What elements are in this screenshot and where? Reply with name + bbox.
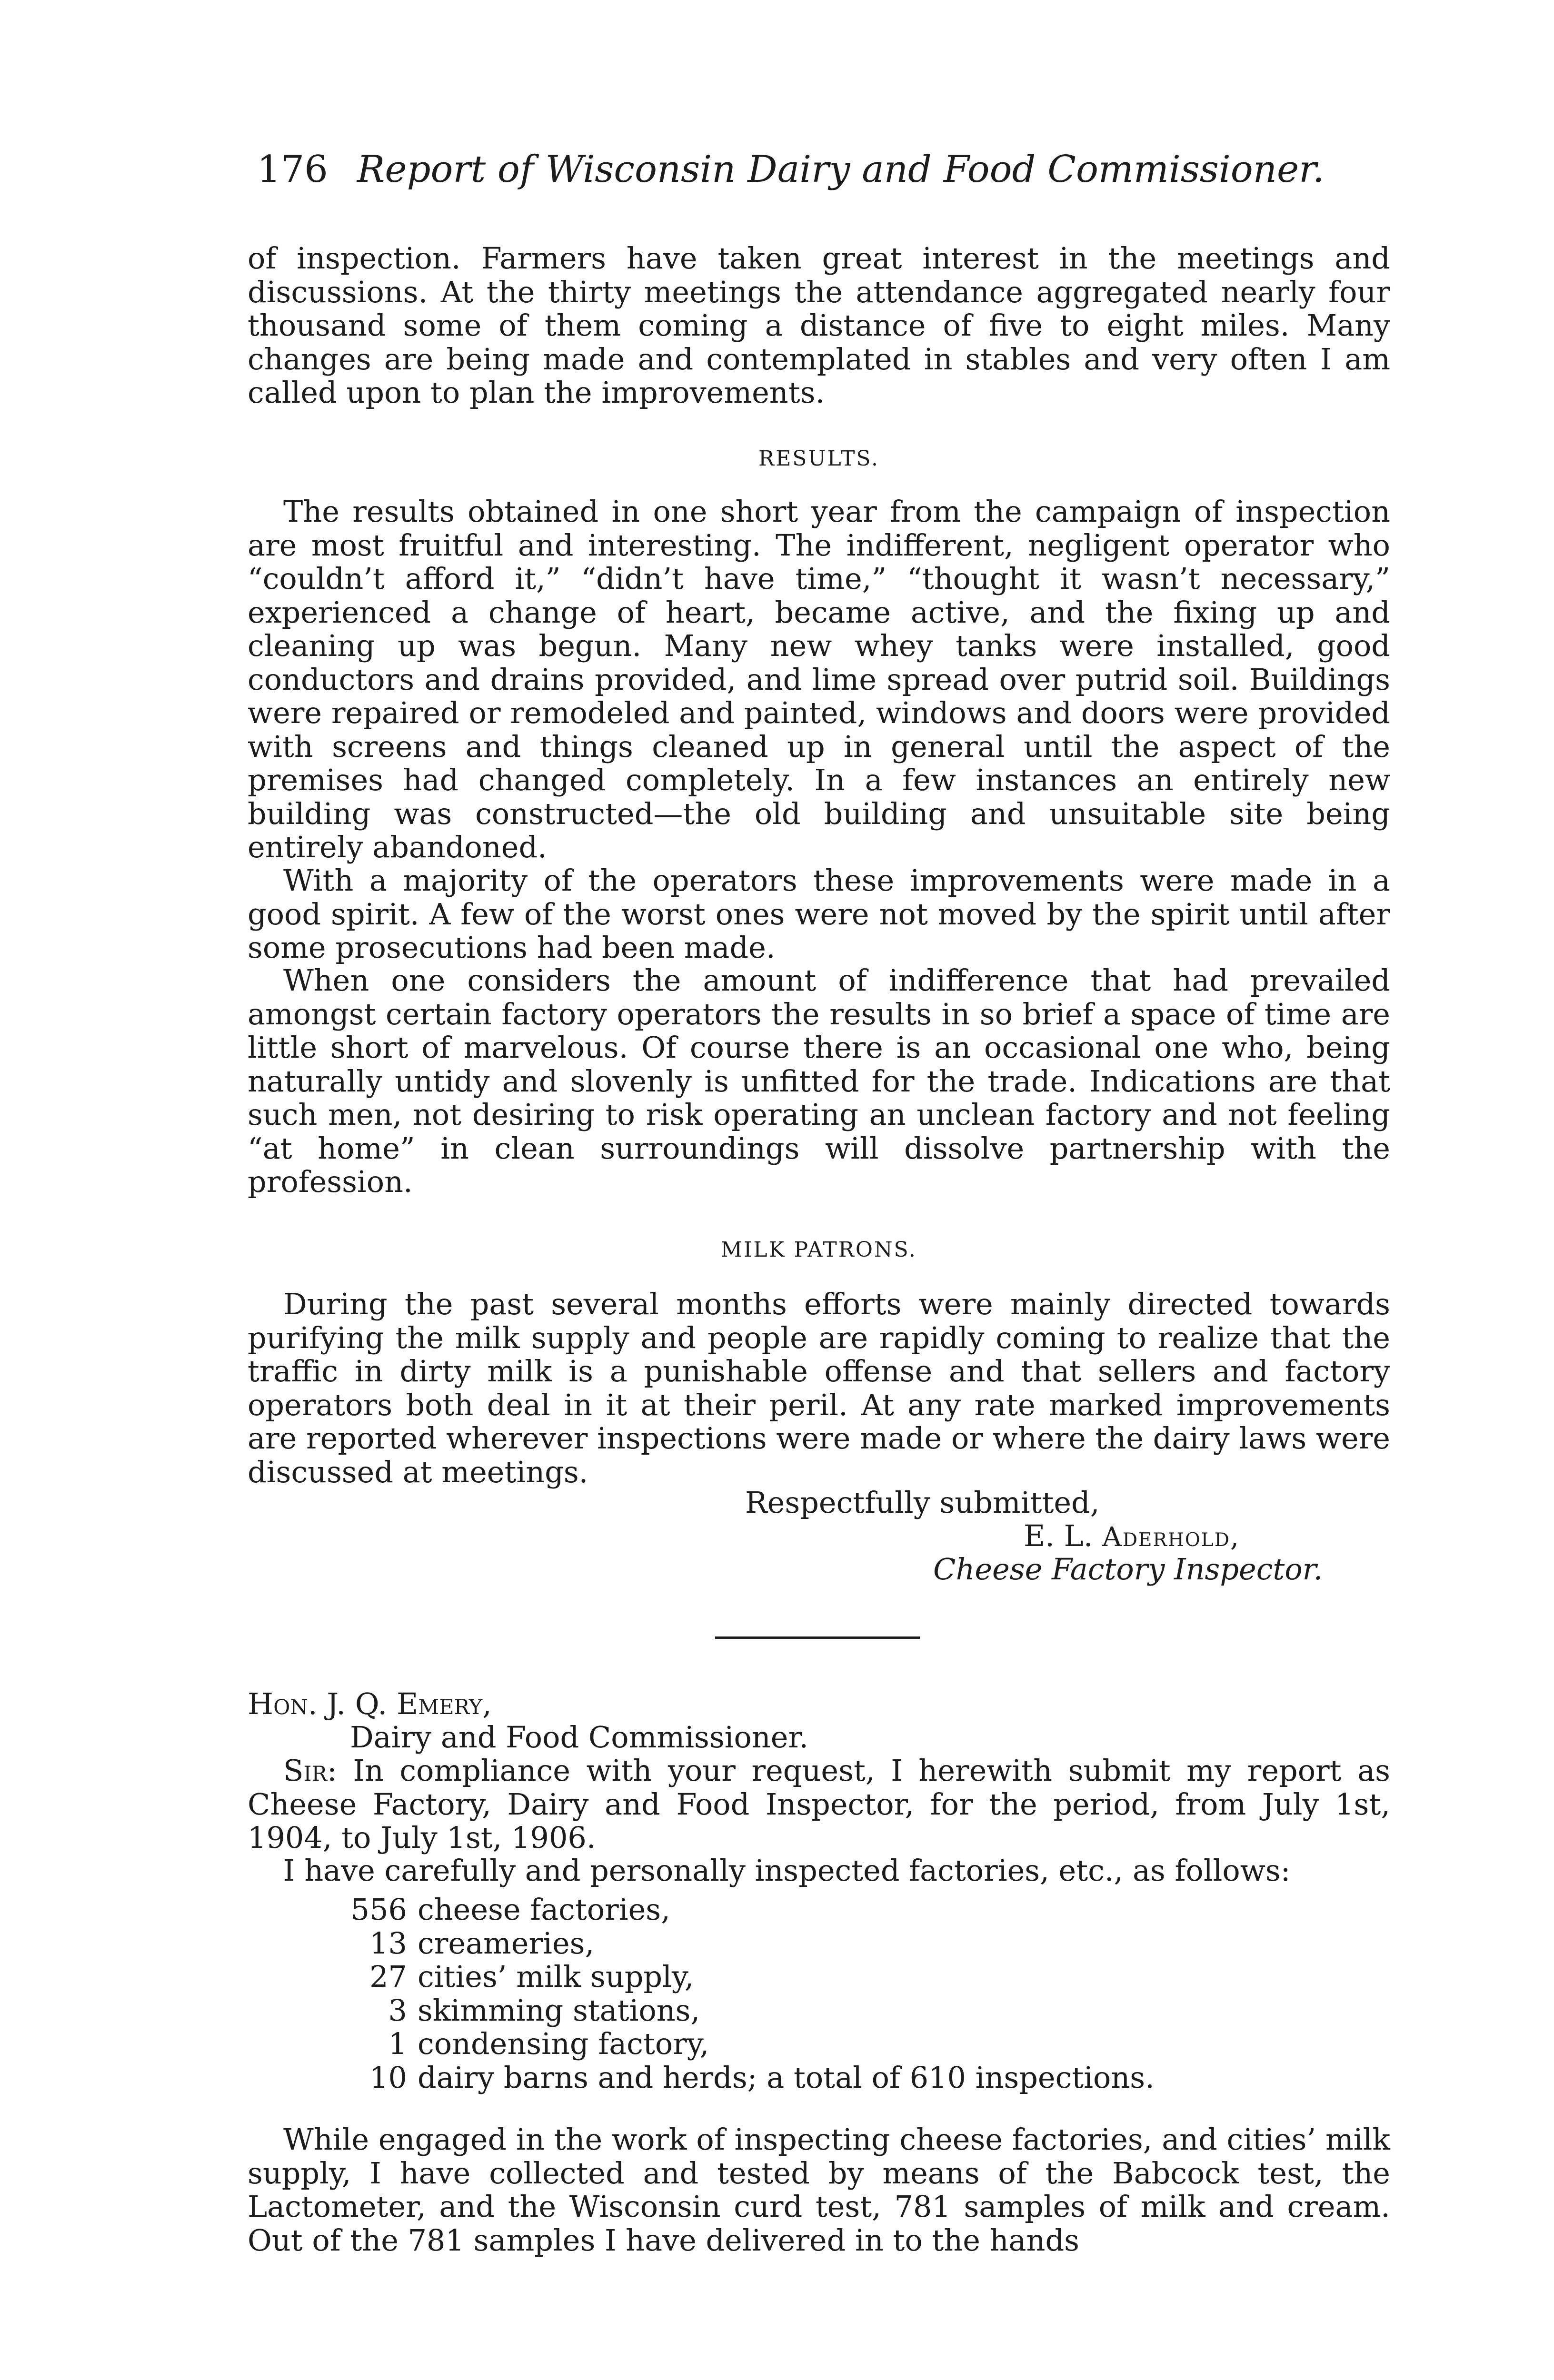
list-item: [350, 1994, 1155, 2028]
list-item-count: 13: [369, 1925, 407, 1961]
list-item: [350, 1893, 1155, 1927]
list-item-label: dairy barns and herds; a total of 610 inspections.: [418, 2060, 1155, 2095]
signer-title: Cheese Factory Inspector.: [933, 1552, 1323, 1587]
list-item: [350, 1927, 1155, 1961]
running-head: [257, 148, 1390, 192]
results-paragraph-1: The results obtained in one short year from the campaign of inspection are most fruitful and interesting. The indifferent, negligent operator who “couldn’t afford it,” “didn’t have time,” “thought it wasn’t necessary,” experienced a change of heart, became active, and the fixing up and cleaning up was begun. Many new whey tanks were installed, good conductors and drains provided, and lime spread over putrid soil. Buildings were repaired or remodeled and painted, windows and doors were provided with screens and things cleaned up in general until the aspect of the premises had changed completely. In a few instances an entirely new building was constructed—the old building and unsuitable site being entirely abandoned.: [248, 494, 1390, 864]
signoff-closing: Respectfully submitted,: [745, 1485, 1100, 1520]
inspections-list: [350, 1893, 1155, 2094]
signer-initials: E. L.: [1024, 1518, 1093, 1553]
heading-results: RESULTS.: [758, 446, 879, 471]
addressee-name: Hon. J. Q. Emery,: [248, 1686, 492, 1721]
letter-body-text: In compliance with your request, I herewith submit my report as Cheese Factory, Dairy and Food Inspector, for the period, from July 1st, 1904, to July 1st, 1906.: [248, 1753, 1390, 1855]
intro-paragraph: of inspection. Farmers have taken great interest in the meetings and discussions. At the thirty meetings the attendance aggregated nearly four thousand some of them coming a distance of five to eight miles. Many changes are being made and contemplated in stables and very often I am called upon to plan the improvements.: [248, 241, 1390, 410]
running-title: Report of Wisconsin Dairy and Food Commissioner.: [357, 148, 1325, 191]
letter-intro: I have carefully and personally inspected factories, etc., as follows:: [283, 1853, 1291, 1888]
section-divider: [715, 1636, 920, 1639]
list-item-count: 10: [369, 2060, 407, 2095]
list-item: [350, 2061, 1155, 2095]
signer-surname: Aderhold,: [1102, 1522, 1240, 1553]
results-paragraph-2: With a majority of the operators these improvements were made in a good spirit. A few of the worst ones were not moved by the spirit until after some prosecutions had been made.: [248, 863, 1390, 965]
addressee-position: Dairy and Food Commissioner.: [350, 1720, 808, 1755]
list-item-count: 27: [369, 1959, 407, 1994]
milk-patrons-paragraph: During the past several months efforts were mainly directed towards purifying the milk supply and people are rapidly coming to realize that the traffic in dirty milk is a punishable offense and that sellers and factory operators both deal in it at their peril. At any rate marked improvements are reported wherever inspections were made or where the dairy laws were discussed at meetings.: [248, 1287, 1390, 1489]
list-item-label: creameries,: [418, 1925, 595, 1961]
salutation: Sir:: [283, 1753, 337, 1788]
list-item-label: cities’ milk supply,: [418, 1959, 694, 1994]
list-item-label: condensing factory,: [418, 2026, 709, 2061]
list-item-count: 3: [388, 1993, 407, 2028]
list-item: [350, 1960, 1155, 1994]
list-item: [350, 2027, 1155, 2061]
closing-paragraph: While engaged in the work of inspecting cheese factories, and cities’ milk supply, I have collected and tested by means of the Babcock test, the Lactometer, and the Wisconsin curd test, 781 samples of milk and cream. Out of the 781 samples I have delivered in to the hands: [248, 2122, 1390, 2258]
list-item-count: 556: [350, 1892, 407, 1927]
letter-body: [248, 1754, 1390, 1855]
results-paragraph-3: When one considers the amount of indifference that had prevailed amongst certain factory operators the results in so brief a space of time are little short of marvelous. Of course there is an occasional one who, being naturally untidy and slovenly is unfitted for the trade. Indications are that such men, not desiring to risk operating an unclean factory and not feeling “at home” in clean surroundings will dissolve partnership with the profession.: [248, 963, 1390, 1199]
list-item-label: skimming stations,: [418, 1993, 700, 2028]
signer-name: [1024, 1519, 1240, 1555]
list-item-label: cheese factories,: [418, 1892, 670, 1927]
page-number: 176: [257, 148, 328, 191]
heading-milk-patrons: MILK PATRONS.: [720, 1238, 917, 1262]
list-item-count: 1: [388, 2026, 407, 2061]
